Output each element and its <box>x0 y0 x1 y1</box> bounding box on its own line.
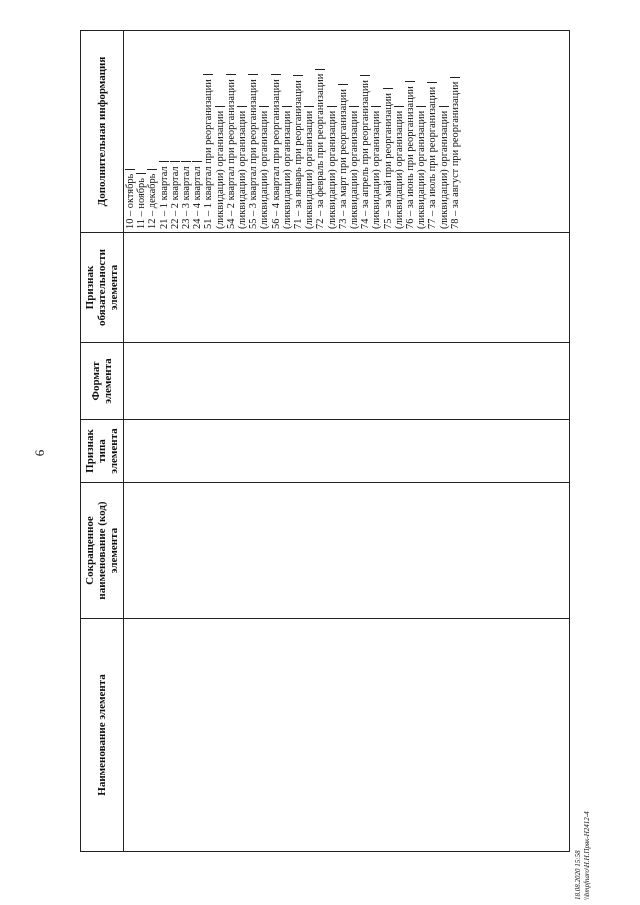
cell-type-flag <box>124 419 569 482</box>
list-item-text: 78 – за август при реорганизации <box>449 81 461 229</box>
list-item-text: 76 – за июнь при реорганизации <box>405 86 417 229</box>
list-item <box>259 34 270 229</box>
list-item-text: (ликвидации) организации <box>371 110 383 229</box>
list-item-marker <box>293 75 303 76</box>
list-item-text: (ликвидации) организации <box>349 110 361 229</box>
list-item-marker <box>360 75 370 76</box>
list-item <box>226 34 237 229</box>
list-item-marker <box>383 88 393 89</box>
list-item-text: (ликвидации) организации <box>393 110 405 229</box>
list-item <box>159 34 170 229</box>
list-item-text: 71 – за январь при реорганизации <box>293 80 305 229</box>
list-item-text: 10 – октябрь <box>125 173 136 229</box>
table-row <box>124 30 570 852</box>
list-item-marker <box>427 82 437 83</box>
list-item <box>405 34 416 229</box>
cell-short-name <box>124 482 569 618</box>
list-item-marker <box>394 106 404 107</box>
list-item-marker <box>136 173 146 174</box>
list-item-marker <box>405 81 415 82</box>
list-item-marker <box>271 74 281 75</box>
list-item <box>394 34 405 229</box>
list-item-text: 12 – декабрь <box>147 173 159 229</box>
list-item-text: 74 – за апрель при реорганизации <box>360 80 372 229</box>
list-item-marker <box>237 106 247 107</box>
data-table <box>80 30 570 852</box>
list-item-text: 51 – 1 квартал при реорганизации <box>203 79 215 229</box>
header-additional-info: Дополнительная информация <box>96 56 108 207</box>
header-short-name: Сокращенное наименование (код) элемента <box>81 482 123 618</box>
list-item <box>383 34 394 229</box>
list-item <box>248 34 259 229</box>
page-number: 6 <box>32 449 47 457</box>
list-item-marker <box>327 106 337 107</box>
list-item-text: 75 – за май при реорганизации <box>382 93 394 229</box>
list-item-marker <box>159 161 169 162</box>
footer-path: \\bmpfnaro\Н.Н.Пряк-Н2412-4 <box>583 811 591 900</box>
list-item-marker <box>248 74 258 75</box>
list-item <box>136 34 147 229</box>
list-item <box>271 34 282 229</box>
cell-format <box>124 342 569 419</box>
list-item-marker <box>450 77 460 78</box>
list-item <box>427 34 438 229</box>
list-item <box>181 34 192 229</box>
list-item-marker <box>371 106 381 107</box>
list-item-marker <box>125 169 135 170</box>
list-item <box>192 34 203 229</box>
list-item-text: (ликвидации) организации <box>416 110 428 229</box>
list-item-text: (ликвидации) организации <box>304 110 316 229</box>
header-type-flag: Признак типа элемента <box>81 419 123 482</box>
list-item-marker <box>259 106 269 107</box>
table-header-row <box>80 30 124 852</box>
list-item-text: 23 – 3 квартал <box>181 166 193 229</box>
list-item-marker <box>416 106 426 107</box>
list-item <box>293 34 304 229</box>
list-item-text: 54 – 2 квартал при реорганизации <box>225 79 237 229</box>
list-item-marker <box>192 161 202 162</box>
list-item-text: 11 – ноябрь <box>136 178 148 229</box>
list-item-text: 77 – за июль при реорганизации <box>427 86 439 229</box>
list-item-text: 73 – за март при реорганизации <box>337 89 349 229</box>
list-item-marker <box>338 84 348 85</box>
list-item <box>125 34 136 229</box>
list-item-text: (ликвидации) организации <box>237 110 249 229</box>
list-item-marker <box>203 74 213 75</box>
list-item-marker <box>170 161 180 162</box>
list-item <box>349 34 360 229</box>
list-item-text: 24 – 4 квартал <box>192 166 204 229</box>
list-item-text: 21 – 1 квартал <box>158 166 170 229</box>
list-item-marker <box>282 106 292 107</box>
list-item-text: 72 – за февраль при реорганизации <box>315 73 327 229</box>
list-item <box>327 34 338 229</box>
header-format: Формат элемента <box>81 342 123 419</box>
list-item-marker <box>349 106 359 107</box>
list-item-text: (ликвидации) организации <box>214 110 226 229</box>
list-item <box>315 34 326 229</box>
header-element-name: Наименование элемента <box>81 618 123 851</box>
list-item-marker <box>315 69 325 70</box>
list-item <box>282 34 293 229</box>
list-item <box>215 34 226 229</box>
list-item <box>304 34 315 229</box>
footer-timestamp: 18.08.2020 15:58 <box>574 850 582 900</box>
list-item <box>360 34 371 229</box>
list-item-text: (ликвидации) организации <box>326 110 338 229</box>
list-item <box>338 34 349 229</box>
list-item-marker <box>147 169 157 170</box>
list-item-marker <box>226 74 236 75</box>
list-item-text: (ликвидации) организации <box>438 110 450 229</box>
cell-additional-info <box>124 31 569 232</box>
list-item-marker <box>304 106 314 107</box>
header-required-flag: Признак обязательности элемента <box>81 232 123 342</box>
list-item <box>416 34 427 229</box>
list-item <box>170 34 181 229</box>
list-item-text: 56 – 4 квартал при реорганизации <box>270 79 282 229</box>
list-item-marker <box>215 106 225 107</box>
list-item <box>147 34 158 229</box>
list-item-text: (ликвидации) организации <box>281 110 293 229</box>
list-item-marker <box>439 106 449 107</box>
list-item-marker <box>181 161 191 162</box>
cell-element-name <box>124 618 569 851</box>
cell-required-flag <box>124 232 569 342</box>
list-item-text: 55 – 3 квартал при реорганизации <box>248 79 260 229</box>
list-item-text: 22 – 2 квартал <box>169 166 181 229</box>
list-item <box>439 34 450 229</box>
list-item <box>450 34 461 229</box>
list-item <box>371 34 382 229</box>
list-item-text: (ликвидации) организации <box>259 110 271 229</box>
print-footer <box>574 760 598 900</box>
list-item <box>237 34 248 229</box>
list-item <box>203 34 214 229</box>
